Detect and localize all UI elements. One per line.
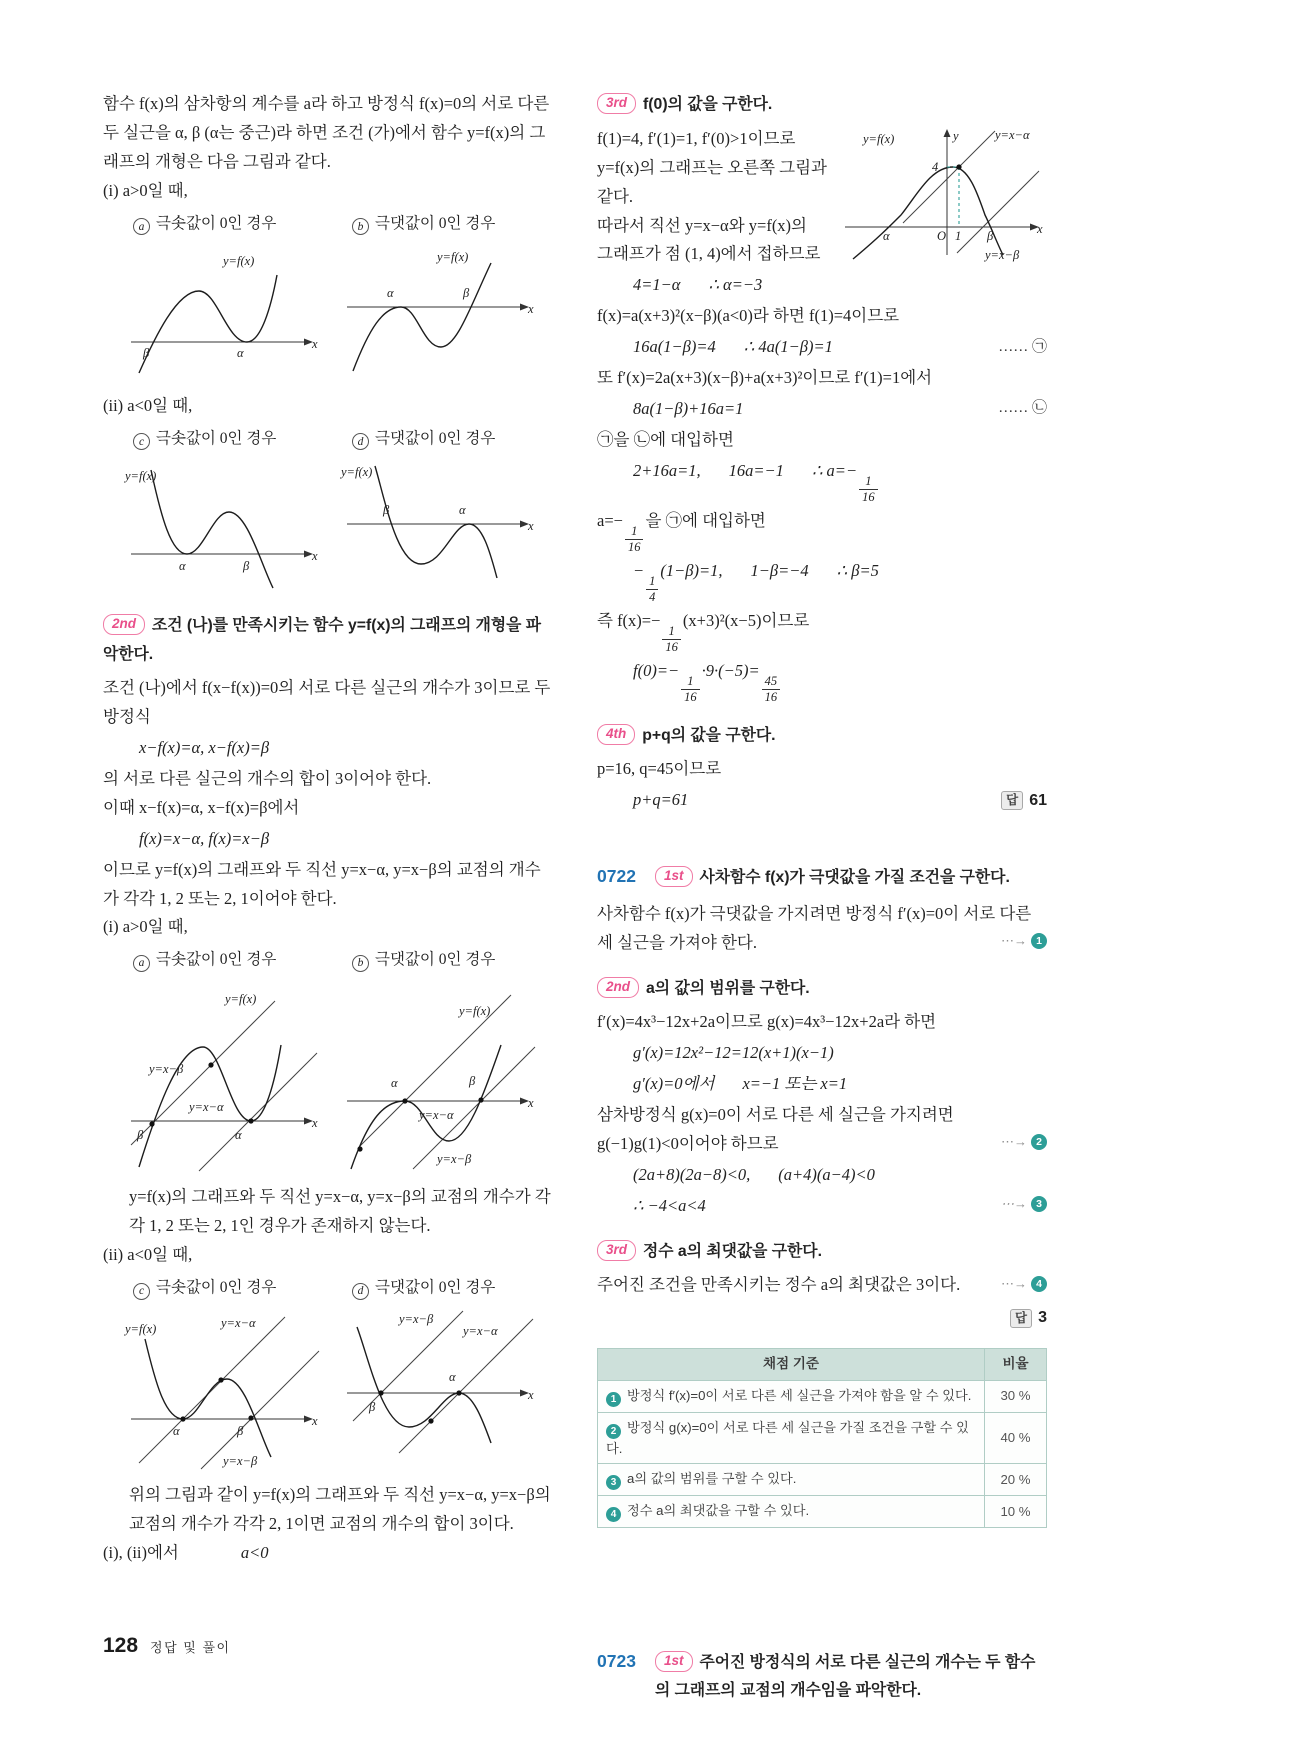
eq-part: f(0)=−: [633, 660, 680, 680]
equation-f0-value: [597, 657, 1047, 705]
caption-text-max: 극댓값이 0인 경우: [375, 1279, 496, 1296]
caption-row-1: [103, 210, 553, 237]
graph-b-max-zero: [341, 245, 541, 380]
equation-inequality: [597, 1161, 1047, 1190]
answer-box-label: 답: [1001, 791, 1023, 810]
circled-letter-d: d: [352, 1283, 369, 1300]
step3-heading-0722: [597, 1237, 1047, 1266]
rubric-percent-cell: 40 %: [985, 1412, 1047, 1464]
x-label: x: [528, 1096, 534, 1111]
paragraph-sign-condition: [597, 1130, 1047, 1159]
graph-a-min-zero: [125, 245, 325, 380]
line-alpha-label: y=x−α: [221, 1316, 256, 1331]
cubic-curve: [139, 275, 277, 373]
fraction-numerator: 1: [687, 673, 694, 688]
curve-label: y=f(x): [223, 253, 255, 268]
cubic-curve: [357, 1327, 491, 1443]
circled-number-2: 2: [1031, 1134, 1047, 1150]
caption-case-b: [328, 946, 553, 973]
intersection-dot: [402, 1099, 407, 1104]
circled-number-3: 3: [606, 1475, 621, 1490]
caption-text-min: 극솟값이 0인 경우: [156, 214, 277, 232]
graph-row-2: [125, 460, 553, 595]
step2-title: a의 값의 범위를 구한다.: [646, 979, 810, 997]
paragraph-pq: p=16, q=45이므로: [597, 759, 722, 779]
alpha-label: α: [391, 1076, 398, 1091]
beta-label: β: [987, 228, 994, 243]
intersection-dot: [180, 1417, 185, 1422]
equation-critical-points: [597, 1070, 1047, 1099]
x-label: x: [312, 548, 318, 563]
x-label: x: [312, 1414, 318, 1429]
text-part: 사차함수 f(x)가 극댓값을 가지려면 방정식 f′(x)=0이 서로 다른 세 실근을 가져야 한다.: [597, 903, 1032, 952]
graph-row-4: [125, 1309, 553, 1469]
line-beta-label: y=x−β: [437, 1152, 472, 1167]
eq-part: ∴ α=−3: [708, 275, 763, 295]
line-beta-label: y=x−β: [149, 1062, 184, 1077]
left-column: [103, 90, 553, 1568]
arrow-dots: ⋯→: [1001, 1195, 1027, 1211]
intro-paragraph: 함수 f(x)의 삼차항의 계수를 a라 하고 방정식 f(x)=0의 서로 다른 두 실근을 α, β (α는 중근)라 하면 조건 (가)에서 함수 y=f(x)의 그래프의 개형은 다음 그림과 같다.: [103, 94, 550, 171]
paragraph-derivative-g: f′(x)=4x³−12x+2a이므로 g(x)=4x³−12x+2a라 하면: [597, 1012, 937, 1032]
circled-letter-b: b: [352, 218, 369, 235]
step1-badge: 1st: [655, 866, 693, 887]
answer-value: 61: [1029, 791, 1047, 809]
text-part: g(−1)g(1)<0이어야 하므로: [597, 1133, 779, 1153]
fraction: [681, 674, 700, 705]
fraction-denominator: 4: [646, 589, 658, 605]
line-alpha-label: y=x−α: [463, 1324, 498, 1339]
text-part: 을 ㉠에 대입하면: [645, 510, 766, 530]
origin-label: O: [937, 228, 947, 243]
curve-label: y=f(x): [437, 249, 469, 264]
problem-number: 0722: [597, 866, 636, 887]
beta-label: β: [383, 502, 390, 517]
eq-part: g′(x)=0에서: [633, 1074, 715, 1094]
fraction: [662, 624, 681, 655]
arrow-dots: ⋯→: [1001, 1134, 1027, 1149]
equation-beta-value: [597, 557, 1047, 605]
case-i-label: (i) a>0일 때,: [103, 180, 188, 200]
eq-part: x=−1 또는 x=1: [742, 1074, 848, 1094]
caption-text-min: 극솟값이 0인 경우: [156, 1279, 277, 1296]
four-label: 4: [932, 159, 939, 174]
intersection-dot: [208, 1063, 213, 1068]
alpha-label: α: [237, 345, 244, 360]
x-label: x: [312, 336, 318, 351]
circled-number-4: 4: [606, 1507, 621, 1522]
eq-part: 2+16a=1,: [633, 460, 701, 480]
step3-title: 정수 a의 최댓값을 구한다.: [643, 1242, 822, 1260]
alpha-label: α: [449, 1370, 456, 1385]
rubric-row-3: [598, 1464, 1047, 1496]
fraction-numerator: 45: [764, 673, 778, 688]
eq-part: (a+4)(a−4)<0: [778, 1164, 875, 1184]
paragraph-sum-3: 의 서로 다른 실근의 개수의 합이 3이어야 한다.: [103, 769, 432, 788]
intersection-dot: [378, 1391, 383, 1396]
fraction: [625, 524, 644, 555]
alpha-label: α: [883, 228, 890, 243]
eq-part: ·9·(−5)=: [701, 660, 760, 680]
caption-row-4: [103, 1274, 553, 1301]
step2-heading-0722: [597, 974, 1047, 1003]
intersection-dot: [248, 1416, 253, 1421]
circled-letter-b: b: [352, 955, 369, 972]
paragraph-fx-final: [597, 607, 1047, 655]
beta-label: β: [143, 345, 150, 360]
x-label: x: [312, 1116, 318, 1131]
caption-text-max: 극댓값이 0인 경우: [375, 951, 496, 969]
y-label: y: [953, 128, 959, 143]
cubic-curve: [375, 466, 497, 578]
intersection-dot: [218, 1378, 223, 1383]
x-label: x: [1037, 221, 1043, 236]
line-beta-label: y=x−β: [399, 1312, 434, 1327]
caption-case-a: [103, 946, 328, 973]
circled-number-1: 1: [1031, 933, 1047, 949]
eq-part: ∴ β=5: [836, 560, 879, 580]
rubric-text: 방정식 f′(x)=0이 서로 다른 세 실근을 가져야 함을 알 수 있다.: [627, 1387, 972, 1403]
beta-label: β: [463, 285, 470, 300]
final-answer-line-3: [597, 1304, 1047, 1332]
fraction-denominator: 16: [625, 539, 644, 555]
step3-badge: 3rd: [597, 93, 636, 114]
graph-d-with-lines: [341, 1309, 541, 1469]
eq-part: ∴ −4<a<4: [633, 1195, 706, 1215]
step-marker-4: [1001, 1273, 1047, 1296]
case-ii-label-2: (ii) a<0일 때,: [103, 1245, 193, 1265]
circled-number-3: 3: [1031, 1196, 1047, 1212]
case-i-label-2: (i) a>0일 때,: [103, 917, 188, 937]
graph-d-max-zero-neg-a: [341, 460, 541, 595]
graph-c-min-zero-neg-a: [125, 460, 325, 595]
fraction-denominator: 16: [859, 489, 878, 505]
rubric-text: 정수 a의 최댓값을 구할 수 있다.: [627, 1503, 810, 1519]
beta-label: β: [369, 1400, 376, 1415]
paragraph-quartic-condition: [597, 900, 1047, 958]
intersection-dot: [149, 1122, 154, 1127]
step-marker-3: [1001, 1193, 1047, 1216]
line-y-x-minus-beta: [201, 1351, 319, 1469]
rubric-percent-cell: 30 %: [985, 1380, 1047, 1412]
rubric-header-criteria: 채점 기준: [598, 1349, 985, 1380]
step4-heading: [597, 721, 1047, 750]
answer-box-label: 답: [1010, 1309, 1032, 1328]
paragraph-tangent-point: 따라서 직선 y=x−α와 y=f(x)의 그래프가 점 (1, 4)에서 접하므로: [597, 215, 821, 264]
footer-label: 정답 및 풀이: [150, 1640, 231, 1655]
text-part: 주어진 조건을 만족시키는 정수 a의 최댓값은 3이다.: [597, 1275, 961, 1295]
tangent-point-dot: [956, 164, 961, 169]
fraction-denominator: 16: [662, 639, 681, 655]
caption-text-max: 극댓값이 0인 경우: [375, 429, 496, 447]
intersection-dot: [428, 1419, 433, 1424]
line-beta-label: y=x−β: [223, 1454, 258, 1469]
step3-badge: 3rd: [597, 1240, 636, 1261]
curve-label: y=f(x): [341, 464, 373, 479]
step1-title: 사차함수 f(x)가 극댓값을 가질 조건을 구한다.: [699, 869, 1010, 887]
rubric-row-2: [598, 1412, 1047, 1464]
step1-badge: 1st: [655, 1651, 693, 1672]
beta-label: β: [243, 558, 250, 573]
graph-a-with-lines: [125, 981, 325, 1171]
rubric-row-4: [598, 1496, 1047, 1528]
rubric-criteria-cell: [598, 1412, 985, 1464]
paragraph-graph-shape: f(1)=4, f′(1)=1, f′(0)>1이므로 y=f(x)의 그래프는 오른쪽 그림과 같다.: [597, 128, 827, 206]
equation-a-value: [597, 457, 1047, 505]
answer-a-negative: a<0: [240, 1542, 269, 1562]
fraction-numerator: 1: [865, 473, 872, 488]
caption-case-d: [328, 425, 553, 452]
circled-letter-a: a: [133, 218, 150, 235]
circled-letter-d: d: [352, 433, 369, 450]
fraction: [646, 574, 658, 605]
rubric-criteria-cell: [598, 1496, 985, 1528]
fraction-denominator: 16: [762, 689, 781, 705]
eq-part: 4=1−α: [633, 275, 681, 295]
equation-two-eqs: x−f(x)=α, x−f(x)=β: [139, 738, 270, 758]
eq-part: 1−β=−4: [750, 560, 809, 580]
circle-tag-g: …… ㉠: [998, 338, 1047, 355]
intersection-dot: [248, 1119, 253, 1124]
page-number: 128: [103, 1634, 139, 1657]
text-part: 즉 f(x)=−: [597, 610, 661, 630]
rubric-header-ratio: 비율: [985, 1349, 1047, 1380]
circled-number-2: 2: [606, 1424, 621, 1439]
step-marker-1: [1001, 930, 1047, 953]
x-label: x: [528, 518, 534, 533]
step-marker-2: [1001, 1131, 1047, 1154]
one-label: 1: [955, 228, 962, 243]
answer-group: [1001, 787, 1047, 815]
eq-part: (2a+8)(2a−8)<0,: [633, 1164, 751, 1184]
rubric-row-1: [598, 1380, 1047, 1412]
fraction-numerator: 1: [668, 623, 675, 638]
eq-part: 8a(1−β)+16a=1: [633, 398, 744, 418]
eq-part: ∴ a=−: [811, 460, 858, 480]
intersection-dot: [357, 1147, 362, 1152]
paragraph-condition-na: 조건 (나)에서 f(x−f(x))=0의 서로 다른 실근의 개수가 3이므로 두 방정식: [103, 678, 551, 727]
problem-0723-heading: [597, 1646, 1047, 1704]
caption-case-b: [328, 210, 553, 237]
paragraph-intersections: 이므로 y=f(x)의 그래프와 두 직선 y=x−α, y=x−β의 교점의 개수가 각각 1, 2 또는 2, 1이어야 한다.: [103, 859, 541, 908]
eq-part: −: [633, 560, 645, 580]
equation-fx-lines: f(x)=x−α, f(x)=x−β: [139, 828, 270, 848]
alpha-label: α: [173, 1424, 180, 1439]
caption-case-d: [328, 1274, 553, 1301]
y-axis-arrow: [944, 129, 951, 137]
equation-8a: [597, 395, 1047, 424]
equation-16a: [597, 333, 1047, 362]
cubic-curve: [145, 1339, 271, 1457]
fraction: [859, 474, 878, 505]
line-beta-label: y=x−β: [985, 247, 1020, 262]
final-answer-line-61: [597, 786, 1047, 815]
equation-a-range: [597, 1192, 1047, 1221]
caption-text-max: 극댓값이 0인 경우: [375, 214, 496, 232]
step2-title: 조건 (나)를 만족시키는 함수 y=f(x)의 그래프의 개형을 파악한다.: [103, 616, 542, 663]
figure-tangent-graph: [837, 127, 1047, 275]
paragraph-three-roots: 삼차방정식 g(x)=0이 서로 다른 세 실근을 가지려면: [597, 1105, 954, 1124]
rubric-percent-cell: 10 %: [985, 1496, 1047, 1528]
step3-title: f(0)의 값을 구한다.: [643, 96, 773, 113]
grading-rubric-table: [597, 1348, 1047, 1528]
circled-number-4: 4: [1031, 1276, 1047, 1292]
cubic-curve: [853, 167, 1003, 259]
caption-row-3: [103, 946, 553, 973]
step2-badge: 2nd: [597, 977, 639, 998]
step4-title: p+q의 값을 구한다.: [642, 726, 776, 744]
eq-part: (1−β)=1,: [660, 560, 723, 580]
alpha-label: α: [179, 558, 186, 573]
graph-row-1: [125, 245, 553, 380]
alpha-label: α: [235, 1128, 242, 1143]
paragraph-derivative: 또 f′(x)=2a(x+3)(x−β)+a(x+3)²이므로 f′(1)=1에서: [597, 367, 933, 387]
caption-row-2: [103, 425, 553, 452]
beta-label: β: [469, 1074, 476, 1089]
line-y-x-minus-alpha: [139, 1317, 285, 1463]
arrow-dots: ⋯→: [1001, 1275, 1027, 1291]
fraction: [762, 674, 781, 705]
circled-letter-a: a: [133, 955, 150, 972]
page-footer: [103, 1634, 231, 1658]
caption-case-c: [103, 425, 328, 452]
paragraph-fx-form: f(x)=a(x+3)²(x−β)(a<0)라 하면 f(1)=4이므로: [597, 306, 900, 326]
alpha-label: α: [387, 285, 394, 300]
right-column: [597, 90, 1047, 1712]
figure-wrap: [837, 127, 1047, 285]
equation-g-derivative: g′(x)=12x²−12=12(x+1)(x−1): [633, 1043, 834, 1063]
paragraph-conclusion: 위의 그림과 같이 y=f(x)의 그래프와 두 직선 y=x−α, y=x−β의 교점의 개수가 각각 2, 1이면 교점의 개수의 합이 3이다.: [129, 1485, 551, 1533]
x-label: x: [528, 1388, 534, 1403]
curve-label: y=f(x): [125, 1322, 157, 1337]
beta-label: β: [237, 1424, 244, 1439]
case-ii-label: (ii) a<0일 때,: [103, 395, 193, 415]
paragraph-no-case: y=f(x)의 그래프와 두 직선 y=x−α, y=x−β의 교점의 개수가 각각 1, 2 또는 2, 1인 경우가 존재하지 않는다.: [129, 1187, 551, 1236]
curve-label: y=f(x): [125, 468, 157, 483]
fraction-numerator: 1: [631, 523, 638, 538]
alpha-label: α: [459, 502, 466, 517]
eq-part: 16a=−1: [728, 460, 784, 480]
beta-label: β: [137, 1128, 144, 1143]
caption-text-min: 극솟값이 0인 경우: [156, 951, 277, 969]
graph-b-with-lines: [341, 981, 541, 1171]
problem-number: 0723: [597, 1651, 636, 1672]
equation-pq-sum: p+q=61: [633, 790, 689, 810]
problem-0722-heading: [597, 861, 1047, 892]
rubric-header-row: [598, 1349, 1047, 1380]
line-alpha-label: y=x−α: [189, 1100, 224, 1115]
curve-label: y=f(x): [459, 1004, 491, 1019]
arrow-dots: ⋯→: [1001, 932, 1027, 948]
cubic-curve: [151, 470, 273, 588]
rubric-percent-cell: 20 %: [985, 1464, 1047, 1496]
problem-heading-body: [655, 1648, 1047, 1704]
circle-tag-n: …… ㉡: [998, 400, 1047, 417]
cubic-curve: [353, 263, 491, 371]
answer-value: 3: [1038, 1309, 1047, 1327]
graph-c-with-lines: [125, 1309, 325, 1469]
line-y-x-minus-beta: [957, 171, 1039, 253]
line-alpha-label: y=x−α: [995, 127, 1030, 142]
fraction-denominator: 16: [681, 689, 700, 705]
line-alpha-label: y=x−α: [419, 1108, 454, 1123]
eq-part: ∴ 4a(1−β)=1: [743, 337, 833, 356]
circled-number-1: 1: [606, 1392, 621, 1407]
graph-row-3: [125, 981, 553, 1171]
line-y-x-minus-alpha: [399, 1319, 533, 1453]
text-part: (x+3)²(x−5)이므로: [682, 610, 810, 630]
intersection-dot: [456, 1391, 461, 1396]
paragraph-substitute-a: [597, 507, 1047, 555]
curve-label: y=f(x): [225, 992, 257, 1007]
paragraph-max-integer: [597, 1271, 1047, 1300]
caption-text-min: 극솟값이 0인 경우: [156, 429, 277, 447]
caption-case-a: [103, 210, 328, 237]
paragraph-substitute: ㉠을 ㉡에 대입하면: [597, 429, 734, 449]
problem-heading-body: [655, 863, 1047, 891]
final-case-line: [103, 1539, 553, 1568]
rubric-text: a의 값의 범위를 구할 수 있다.: [627, 1471, 797, 1487]
eq-part: 16a(1−β)=4: [633, 337, 716, 356]
x-label: x: [528, 301, 534, 316]
intersection-dot: [478, 1098, 483, 1103]
caption-case-c: [103, 1274, 328, 1301]
step1-title: 주어진 방정식의 서로 다른 실근의 개수는 두 함수의 그래프의 교점의 개수임을 파악한다.: [655, 1654, 1036, 1700]
rubric-criteria-cell: [598, 1464, 985, 1496]
text-part: a=−: [597, 510, 623, 530]
line-y-x-minus-alpha: [903, 128, 995, 223]
rubric-criteria-cell: [598, 1380, 985, 1412]
circled-letter-c: c: [133, 433, 150, 450]
step2-badge: 2nd: [103, 614, 145, 635]
step4-badge: 4th: [597, 724, 635, 745]
rubric-text: 방정식 g(x)=0이 서로 다른 세 실근을 가질 조건을 구할 수 있다.: [606, 1419, 969, 1456]
fraction-numerator: 1: [649, 573, 656, 588]
cubic-curve: [351, 1045, 501, 1169]
step2-heading: [103, 611, 553, 669]
curve-label: y=f(x): [863, 131, 895, 146]
step3-heading: [597, 90, 1047, 119]
paragraph-itte: 이때 x−f(x)=α, x−f(x)=β에서: [103, 797, 300, 817]
cases-label: (i), (ii)에서: [103, 1542, 179, 1562]
circled-letter-c: c: [133, 1283, 150, 1300]
